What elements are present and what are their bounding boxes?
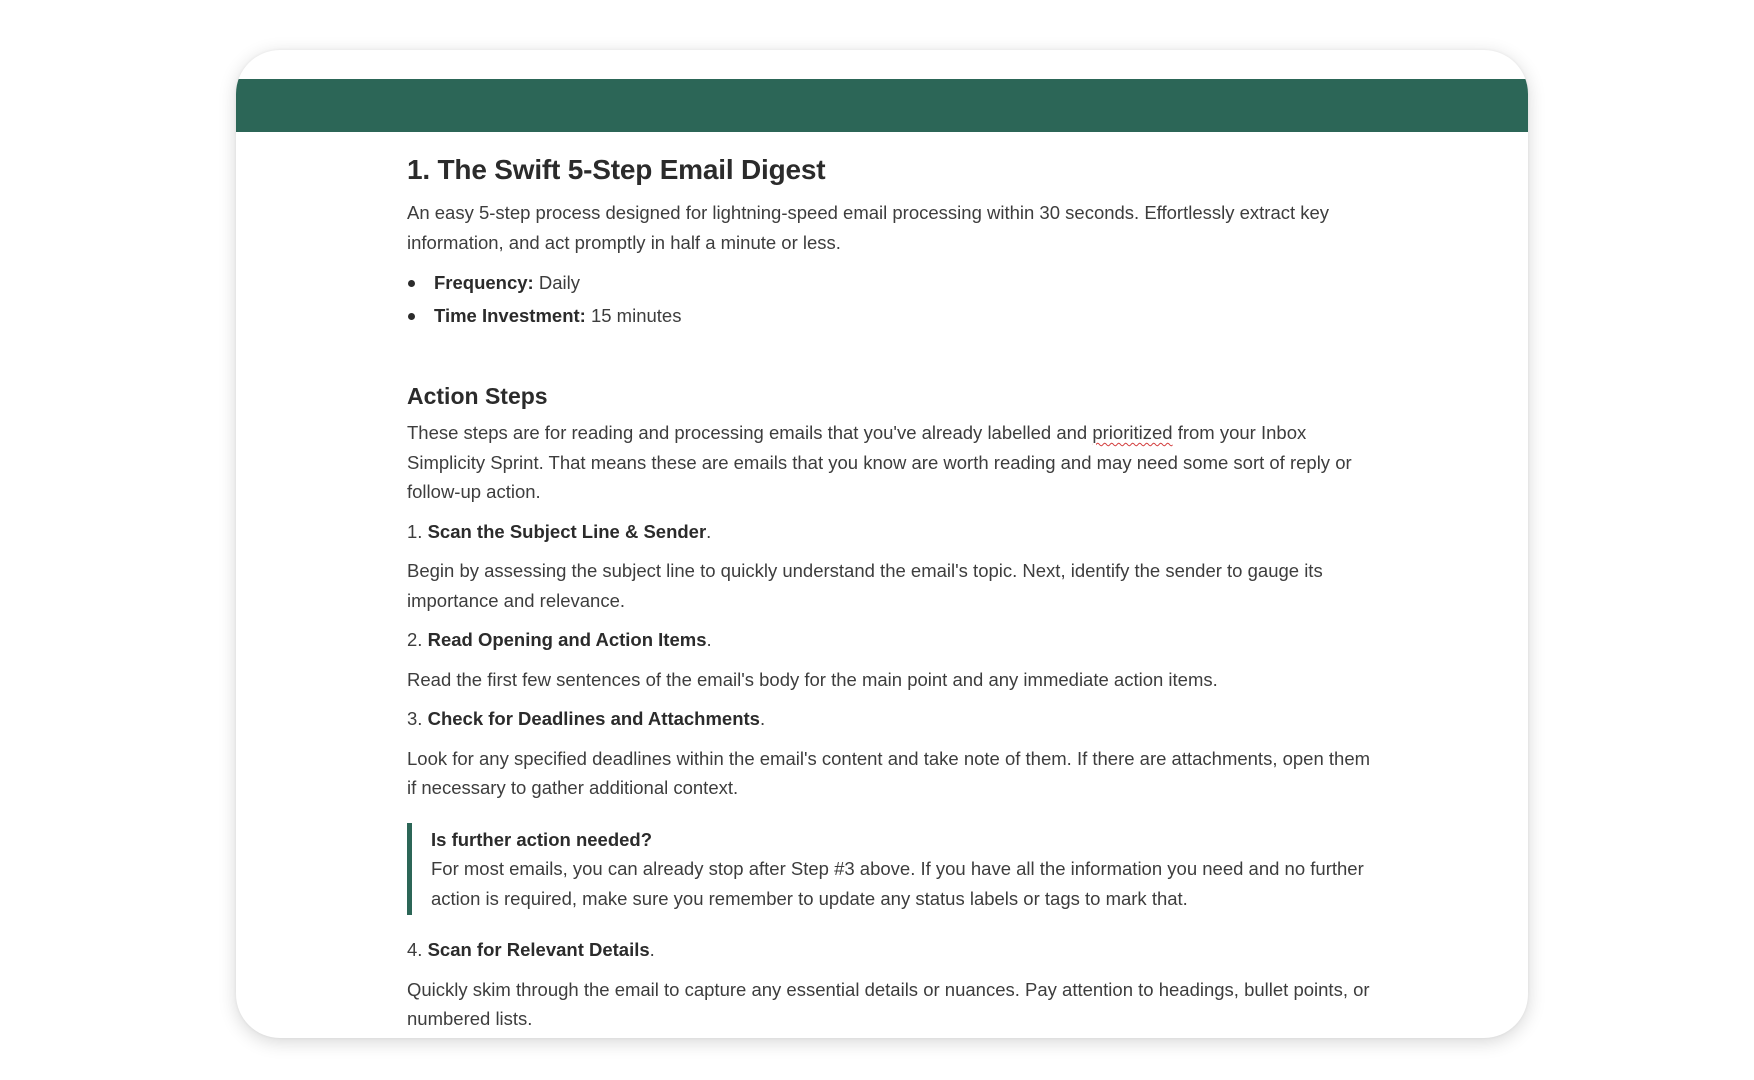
misspelled-word[interactable]: prioritized <box>1092 422 1173 443</box>
callout-title: Is further action needed? <box>431 828 653 850</box>
step-body-2: Read the first few sentences of the email's body for the main point and any immediate action items. <box>407 668 1218 690</box>
callout-body: For most emails, you can already stop after Step #3 above. If you have all the information you need and no further action is required, make sure you remember to update any status labels or tags to mark that. <box>431 858 1364 909</box>
step-heading-1 <box>407 517 1377 547</box>
header-banner <box>236 79 1528 132</box>
section-description-start: These steps are for reading and processing emails that you've already labelled and <box>407 422 1093 443</box>
step-heading-3 <box>407 704 1377 734</box>
step-title: Check for Deadlines and Attachments <box>427 708 760 729</box>
section-description-end: from your Inbox Simplicity Sprint. That means these are emails that you know are worth reading and may need some sort of reply or follow-up action. <box>407 422 1352 502</box>
step-heading-2 <box>407 625 1377 655</box>
step-body-3: Look for any specified deadlines within the email's content and take note of them. If there are attachments, open them if necessary to gather additional context. <box>407 747 1371 798</box>
step-number: 2. <box>407 629 423 650</box>
step-suffix: . <box>649 939 655 960</box>
step-suffix: . <box>706 629 712 650</box>
step-suffix: . <box>759 708 766 729</box>
meta-item-frequency <box>434 266 1377 299</box>
step-title: Scan the Subject Line & Sender <box>427 520 707 542</box>
page-title: 1. The Swift 5-Step Email Digest <box>407 154 826 185</box>
section-description <box>407 418 1377 507</box>
document-content <box>407 150 1377 1034</box>
intro-paragraph: An easy 5-step process designed for lightning-speed email processing within 30 seconds. Effortlessly extract key information, and act promptly in half a minute or less. <box>407 202 1330 253</box>
meta-item-time-investment <box>434 299 1377 332</box>
step-number: 3. <box>407 708 423 729</box>
step-title: Read Opening and Action Items <box>427 629 707 650</box>
step-suffix: . <box>706 520 712 542</box>
meta-label: Time Investment: <box>434 305 586 326</box>
meta-label: Frequency: <box>434 272 534 293</box>
step-title: Scan for Relevant Details <box>427 939 650 960</box>
step-body-1: Begin by assessing the subject line to quickly understand the email's topic. Next, identify the sender to gauge its importance and relevance. <box>407 560 1323 611</box>
step-number: 1. <box>407 520 423 542</box>
step-heading-4 <box>407 935 1377 965</box>
meta-value: 15 minutes <box>590 305 682 326</box>
section-heading-action-steps: Action Steps <box>407 383 548 409</box>
document-card <box>236 50 1528 1038</box>
bullet-icon <box>408 280 415 287</box>
step-number: 4. <box>407 939 423 960</box>
step-body-4: Quickly skim through the email to capture any essential details or nuances. Pay attention to headings, bullet points, or numbered lists. <box>407 978 1370 1029</box>
meta-value: Daily <box>538 272 580 293</box>
callout-block <box>407 823 1377 916</box>
meta-list <box>407 266 1377 332</box>
bullet-icon <box>408 313 415 320</box>
